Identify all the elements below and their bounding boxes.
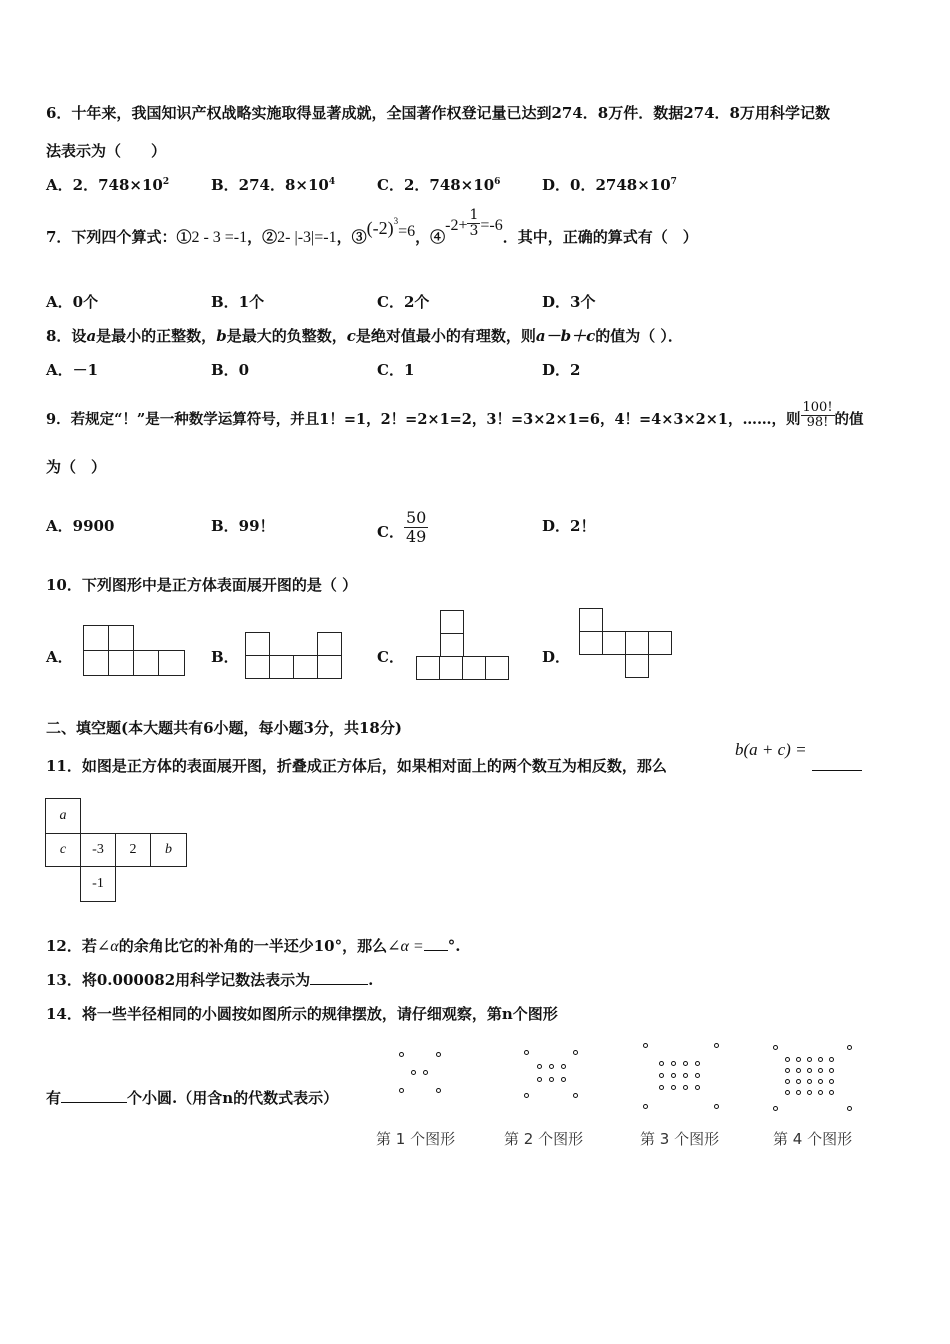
q6-option-d[interactable]: D．0．$2748\times 10^7$	[542, 176, 677, 194]
q11-cell-a: a	[45, 798, 81, 834]
q14-stem: 14．将一些半径相同的小圆按如图所示的规律摆放，请仔细观察，第n个图形	[46, 1005, 558, 1023]
q6-line1: 6．十年来，我国知识产权战略实施取得显著成就，全国著作权登记量已达到274．8万件．数据274．8万用科学记数	[46, 104, 830, 122]
q14-answer-blank[interactable]	[61, 1088, 127, 1103]
q14-pattern-figure	[368, 1040, 876, 1152]
q9-option-c[interactable]: C． $\frac{50}{49}$	[377, 508, 427, 546]
q8-stem: 8．设a是最小的正整数，b是最大的负整数，c是绝对值最小的有理数，则a－b＋c的值为（ ）．	[46, 327, 683, 345]
q7-option-c[interactable]: C．2个	[377, 293, 430, 311]
q11-expression: b(a + c) =	[735, 740, 807, 759]
q14-line2: 有 个小圆.（用含n的代数式表示）	[46, 1089, 339, 1107]
q14-caption-2: 第 2 个图形	[504, 1130, 584, 1148]
q12-answer-blank[interactable]	[424, 936, 448, 951]
q13-stem: 13．将0.000082用科学记数法表示为 .	[46, 971, 374, 989]
q6-option-c[interactable]: C．2．$748\times 10^6$	[377, 176, 501, 194]
q9-line1: 9．若规定“！”是一种数学运算符号，并且1！=1，2！=2×1=2，3！=3×2×1=6，4！=4×3×2×1，……，则 $\frac{100!}{98!}$ 的值	[46, 400, 864, 431]
q8-option-a[interactable]: A．－1	[46, 361, 99, 379]
q6-option-a[interactable]: A．2．$748\times 10^2$	[46, 176, 170, 194]
q11-cell-b: b	[150, 833, 187, 867]
q13-answer-blank[interactable]	[310, 970, 368, 985]
q11-cell-neg3: -3	[80, 833, 116, 867]
q8-option-b[interactable]: B．0	[211, 361, 250, 379]
q14-caption-4: 第 4 个图形	[773, 1130, 853, 1148]
q14-caption-1: 第 1 个图形	[376, 1130, 456, 1148]
q10-option-c[interactable]: C．	[377, 648, 404, 666]
q9-line2: 为（ ）	[46, 458, 107, 476]
q14-caption-3: 第 3 个图形	[640, 1130, 720, 1148]
q10-option-d[interactable]: D．	[542, 648, 571, 666]
q10-option-b[interactable]: B．	[211, 648, 239, 666]
q10-option-a[interactable]: A．	[46, 648, 73, 666]
section-title: 二、填空题(本大题共有6小题，每小题3分，共18分)	[46, 719, 402, 737]
q7-stem: 7．下列四个算式：①2 - 3 =-1，②2- |-3|=-1，$③(-2)^3=6$，④-2+ $\frac{1}{3}$ =-6．其中，正确的算式有（ ）	[46, 207, 698, 246]
q11-answer-blank[interactable]	[812, 752, 862, 771]
q11-cell-c: c	[45, 833, 81, 867]
q12-stem: 12．若∠α的余角比它的补角的一半还少10°，那么∠α = °.	[46, 937, 461, 955]
q9-option-a[interactable]: A．9900	[46, 517, 115, 535]
q7-option-d[interactable]: D．3个	[542, 293, 596, 311]
q9-option-d[interactable]: D．2！	[542, 517, 596, 535]
q10-stem: 10．下列图形中是正方体表面展开图的是（ ）	[46, 576, 358, 594]
q6-line2: 法表示为（ ）	[46, 142, 167, 160]
q9-option-b[interactable]: B．99！	[211, 517, 275, 535]
q11-stem: 11．如图是正方体的表面展开图，折叠成正方体后，如果相对面上的两个数互为相反数，那么	[46, 757, 667, 775]
q7-option-a[interactable]: A．0个	[46, 293, 99, 311]
q11-cell-2: 2	[115, 833, 151, 867]
q8-option-d[interactable]: D．2	[542, 361, 581, 379]
q11-cell-neg1: -1	[80, 866, 116, 902]
q7-option-b[interactable]: B．1个	[211, 293, 265, 311]
q8-option-c[interactable]: C．1	[377, 361, 415, 379]
q6-option-b[interactable]: B．274．$8\times 10^4$	[211, 176, 336, 194]
